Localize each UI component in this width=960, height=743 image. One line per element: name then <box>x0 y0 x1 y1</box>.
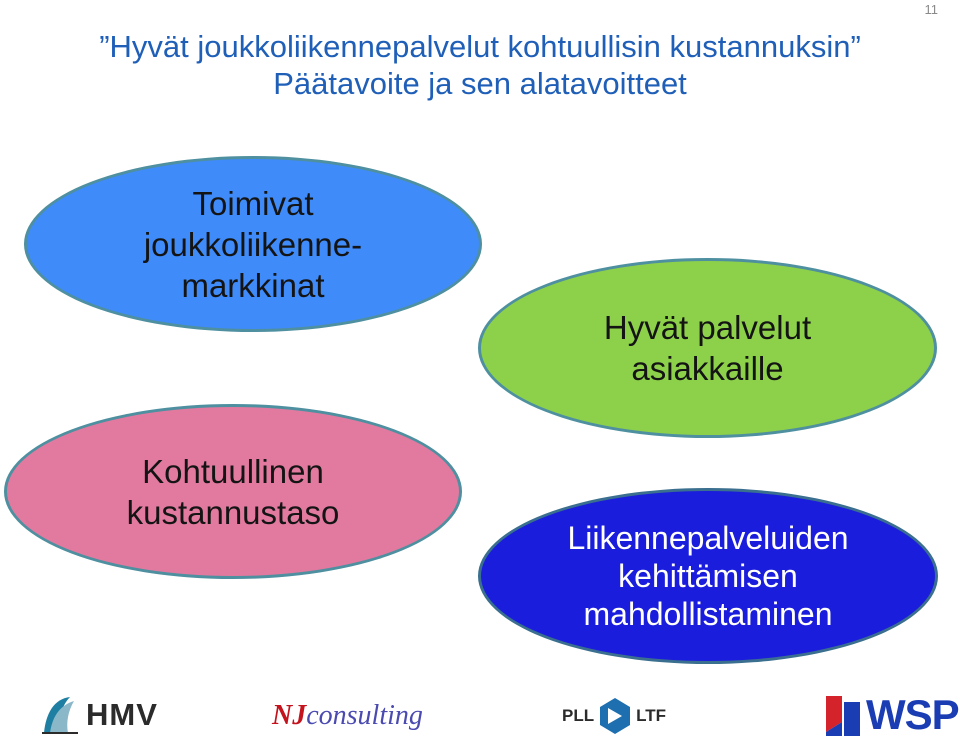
nj-consulting-logo <box>272 700 423 732</box>
wsp-logo-icon <box>822 692 862 738</box>
goal-ellipse-cost <box>4 404 462 579</box>
goal-services-label: Hyvät palvelut asiakkaille <box>603 309 812 387</box>
pll-ltf-logo <box>562 694 666 738</box>
goal-cost-label: Kohtuullinen kustannustaso <box>126 452 340 531</box>
pll-ltf-logo-icon <box>598 696 632 736</box>
goal-ellipse-development <box>478 488 938 664</box>
wsp-logo <box>822 690 959 740</box>
goal-markets-label: Toimivat joukkoliikenne- markkinat <box>143 184 363 304</box>
title-line-2: Päätavoite ja sen alatavoitteet <box>273 66 687 101</box>
hmv-logo <box>40 692 158 738</box>
goal-development-label: Liikennepalveluiden kehittämisen mahdollistaminen <box>567 520 849 632</box>
hmv-logo-text: HMV <box>86 697 158 732</box>
nj-logo-prefix: NJ <box>272 700 307 731</box>
page-number: 11 <box>924 2 938 17</box>
page-title <box>0 28 960 102</box>
nj-logo-suffix: consulting <box>306 700 423 731</box>
ltf-logo-text: LTF <box>636 706 667 725</box>
goal-ellipse-markets <box>24 156 482 332</box>
hmv-logo-icon <box>40 693 80 737</box>
pll-logo-text: PLL <box>562 706 595 725</box>
wsp-logo-text: WSP <box>866 691 959 738</box>
goal-ellipse-services <box>478 258 937 438</box>
title-line-1: ”Hyvät joukkoliikennepalvelut kohtuullisin kustannuksin” <box>99 29 861 64</box>
